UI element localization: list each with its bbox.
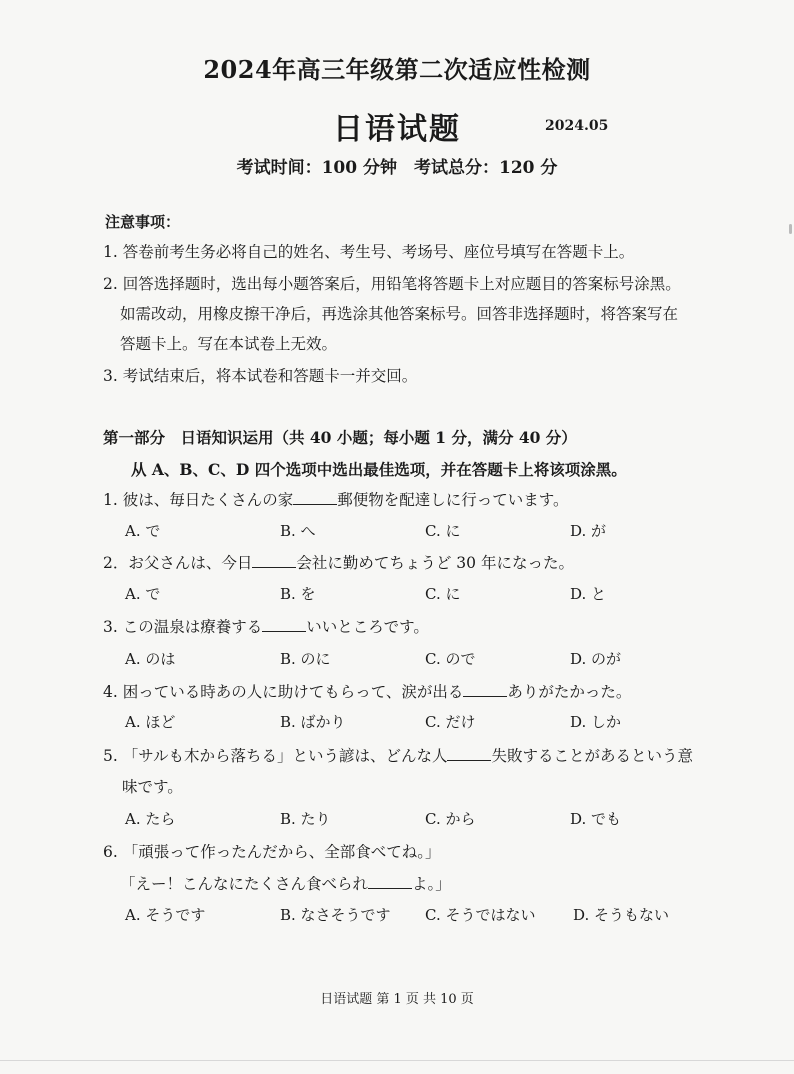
- option-c: C. だけ: [425, 713, 476, 731]
- answer-blank: [463, 684, 507, 697]
- notice-line: 3. 考试结束后，将本试卷和答题卡一并交回。: [103, 367, 418, 385]
- scrollbar-thumb[interactable]: [789, 224, 792, 234]
- notice-line: 1. 答卷前考生务必将自己的姓名、考生号、考场号、座位号填写在答题卡上。: [103, 243, 635, 261]
- notice-line: 2. 回答选择题时，选出每小题答案后，用铅笔将答题卡上对应题目的答案标号涂黑。: [103, 275, 681, 293]
- option-b: B. たり: [280, 810, 331, 828]
- option-a: A. で: [125, 585, 161, 603]
- question-6-reply: [120, 872, 451, 894]
- question-2: [103, 551, 574, 573]
- option-c: C. から: [425, 810, 476, 828]
- question-text: 郵便物を配達しに行っています。: [337, 491, 569, 509]
- question-5: [103, 744, 693, 766]
- question-4: [103, 680, 631, 702]
- divider: [0, 1060, 794, 1061]
- notice-line: 答题卡上。写在本试卷上无效。: [120, 335, 338, 353]
- notice-heading: 注意事项：: [105, 213, 181, 231]
- option-a: A. そうです: [125, 906, 206, 924]
- section-title: 第一部分 日语知识运用（共 40 小题；每小题 1 分，满分 40 分）: [103, 428, 577, 447]
- question-text: よ。」: [412, 875, 451, 893]
- option-d: D. が: [570, 522, 607, 540]
- question-text: 1. 彼は、毎日たくさんの家: [103, 491, 294, 509]
- option-b: B. のに: [280, 650, 331, 668]
- option-b: B. なさそうです: [280, 906, 391, 924]
- question-text: 「えー！こんなにたくさん食べられ: [120, 875, 369, 893]
- option-c: C. に: [425, 522, 461, 540]
- answer-blank: [447, 748, 491, 761]
- option-d: D. でも: [570, 810, 622, 828]
- question-text: 3. この温泉は療養する: [103, 618, 263, 636]
- subject-title: 日语试题: [333, 112, 461, 147]
- question-text: 2．お父さんは、今日: [103, 554, 253, 572]
- option-d: D. のが: [570, 650, 622, 668]
- exam-info: 考试时间：100 分钟 考试总分：120 分: [236, 158, 558, 178]
- question-text: 会社に勤めてちょうど 30 年になった。: [296, 554, 574, 572]
- answer-blank: [252, 555, 296, 568]
- answer-blank: [293, 492, 337, 505]
- question-text: 4. 困っている時あの人に助けてもらって、涙が出る: [103, 683, 464, 701]
- option-b: B. を: [280, 585, 316, 603]
- question-1: [103, 488, 568, 510]
- exam-date: 2024.05: [545, 118, 609, 134]
- option-b: B. ばかり: [280, 713, 346, 731]
- question-3: [103, 615, 429, 637]
- option-b: B. へ: [280, 522, 316, 540]
- option-a: A. たら: [125, 810, 176, 828]
- option-a: A. で: [125, 522, 161, 540]
- option-c: C. に: [425, 585, 461, 603]
- exam-title: 2024年高三年级第二次适应性检测: [203, 55, 591, 84]
- question-6: 6. 「頑張って作ったんだから、全部食べてね。」: [103, 843, 441, 861]
- answer-blank: [368, 876, 412, 889]
- answer-blank: [262, 619, 306, 632]
- option-d: D. しか: [570, 713, 622, 731]
- section-instruction: 从 A、B、C、D 四个选项中选出最佳选项，并在答题卡上将该项涂黑。: [131, 460, 627, 479]
- option-d: D. そうもない: [573, 906, 670, 924]
- question-5-continued: 味です。: [122, 778, 183, 796]
- notice-line: 如需改动，用橡皮擦干净后，再选涂其他答案标号。回答非选择题时，将答案写在: [120, 305, 679, 323]
- option-c: C. そうではない: [425, 906, 536, 924]
- option-c: C. ので: [425, 650, 476, 668]
- question-text: 5. 「サルも木から落ちる」という諺は、どんな人: [103, 747, 448, 765]
- question-text: ありがたかった。: [507, 683, 632, 701]
- option-a: A. のは: [125, 650, 176, 668]
- page-footer: 日语试题 第 1 页 共 10 页: [320, 992, 474, 1007]
- question-text: 失敗することがあるという意: [491, 747, 693, 765]
- question-text: いいところです。: [306, 618, 429, 636]
- option-d: D. と: [570, 585, 607, 603]
- option-a: A. ほど: [125, 713, 176, 731]
